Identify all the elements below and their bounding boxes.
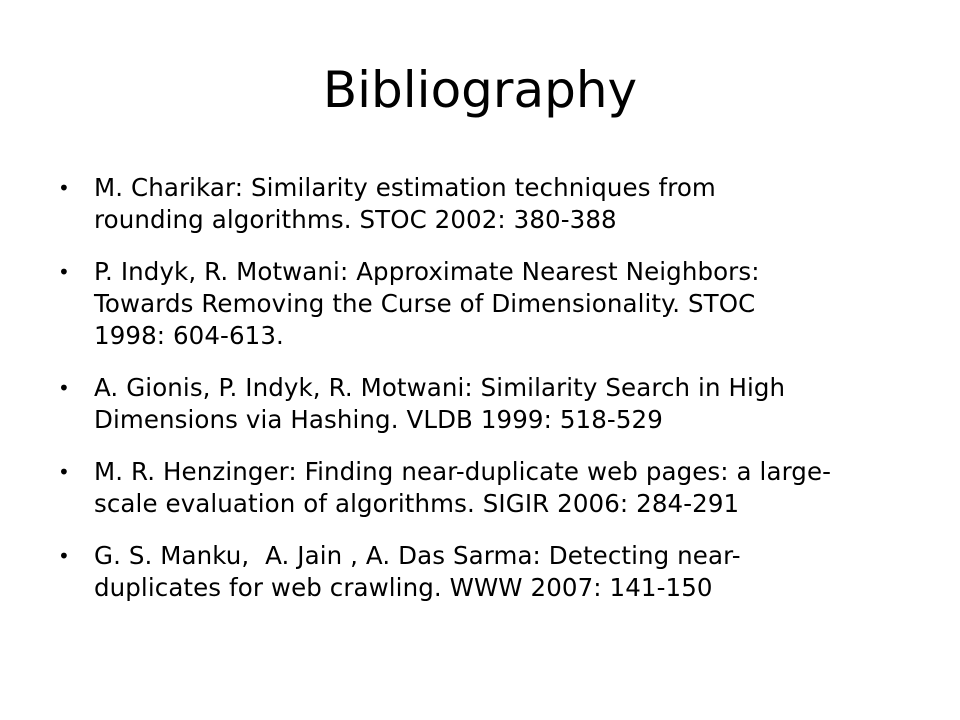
bullet-icon: • [58,176,70,200]
reference-text-line: duplicates for web crawling. WWW 2007: 141-150 [94,573,713,602]
bullet-icon: • [58,460,70,484]
bibliography-list [58,172,918,624]
bibliography-entry [58,540,918,604]
bibliography-entry [58,172,918,236]
bullet-icon: • [58,260,70,284]
bibliography-entry [58,256,918,352]
bullet-icon: • [58,544,70,568]
reference-text-line: 1998: 604-613. [94,321,284,350]
reference-text-line: rounding algorithms. STOC 2002: 380-388 [94,205,617,234]
bibliography-entry [58,456,918,520]
reference-text-line: G. S. Manku, A. Jain , A. Das Sarma: Detecting near- [94,541,741,570]
reference-text-line: Dimensions via Hashing. VLDB 1999: 518-529 [94,405,663,434]
bibliography-entry [58,372,918,436]
bullet-icon: • [58,376,70,400]
reference-text-line: Towards Removing the Curse of Dimensionality. STOC [94,289,756,318]
slide-title: Bibliography [322,61,638,119]
reference-text-line: M. Charikar: Similarity estimation techniques from [94,173,716,202]
reference-text-line: scale evaluation of algorithms. SIGIR 2006: 284-291 [94,489,740,518]
reference-text-line: P. Indyk, R. Motwani: Approximate Nearest Neighbors: [94,257,760,286]
reference-text-line: A. Gionis, P. Indyk, R. Motwani: Similarity Search in High [94,373,786,402]
reference-text-line: M. R. Henzinger: Finding near-duplicate web pages: a large- [94,457,832,486]
